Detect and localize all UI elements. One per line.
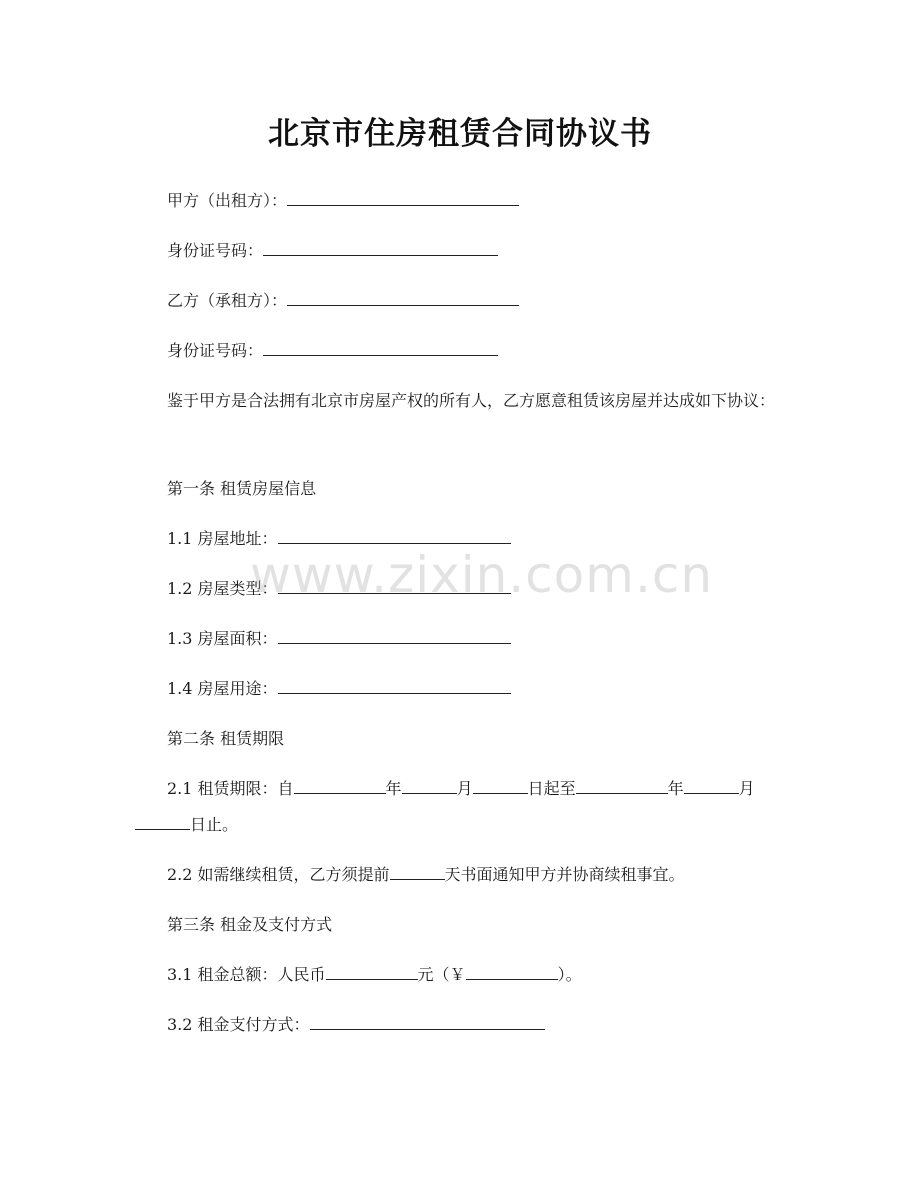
lease-term-prefix: 2.1 租赁期限：自 bbox=[167, 779, 294, 798]
start-month-label: 月 bbox=[456, 779, 473, 798]
renewal-prefix: 2.2 如需继续租赁，乙方须提前 bbox=[167, 865, 390, 884]
payment-method-label: 3.2 租金支付方式： bbox=[167, 1015, 310, 1034]
party-a-label: 甲方（出租方）： bbox=[167, 191, 288, 210]
article3-heading: 第三条 租金及支付方式 bbox=[167, 915, 333, 934]
watermark-text: www.zixin.com.cn bbox=[250, 546, 714, 604]
article3-item1-line bbox=[167, 964, 582, 986]
party-a-line bbox=[167, 190, 519, 212]
start-year-blank bbox=[294, 778, 386, 794]
party-b-id-blank bbox=[263, 340, 498, 356]
renewal-days-blank bbox=[390, 864, 445, 880]
end-month-blank bbox=[684, 778, 739, 794]
start-day-blank bbox=[473, 778, 528, 794]
house-address-blank bbox=[278, 528, 511, 544]
end-year-label: 年 bbox=[667, 779, 684, 798]
document-title: 北京市住房租赁合同协议书 bbox=[268, 116, 652, 152]
party-b-id-label: 身份证号码： bbox=[167, 341, 264, 360]
party-b-blank bbox=[287, 290, 519, 306]
article3-item2-line bbox=[167, 1014, 545, 1036]
party-a-id-line bbox=[167, 240, 498, 262]
article1-item4-line bbox=[167, 678, 511, 700]
rent-total-suffix: ）。 bbox=[557, 965, 582, 984]
party-b-id-line bbox=[167, 340, 498, 362]
article2-item1-line bbox=[167, 778, 755, 800]
party-a-id-label: 身份证号码： bbox=[167, 241, 264, 260]
house-type-label: 1.2 房屋类型： bbox=[167, 579, 278, 598]
party-b-label: 乙方（承租方）： bbox=[167, 291, 288, 310]
party-a-id-blank bbox=[263, 240, 498, 256]
end-year-blank bbox=[576, 778, 668, 794]
rent-number-blank bbox=[466, 964, 558, 980]
article1-heading: 第一条 租赁房屋信息 bbox=[167, 479, 317, 498]
end-month-label: 月 bbox=[738, 779, 755, 798]
article2-heading: 第二条 租赁期限 bbox=[167, 729, 285, 748]
house-area-label: 1.3 房屋面积： bbox=[167, 629, 278, 648]
start-day-label: 日起至 bbox=[527, 779, 576, 798]
rent-words-blank bbox=[326, 964, 418, 980]
article2-item1-line2 bbox=[135, 814, 238, 836]
party-b-line bbox=[167, 290, 519, 312]
article1-item1-line bbox=[167, 528, 511, 550]
party-a-blank bbox=[287, 190, 519, 206]
house-area-blank bbox=[278, 628, 511, 644]
end-day-blank bbox=[135, 814, 190, 830]
article1-item3-line bbox=[167, 628, 511, 650]
article1-item2-line bbox=[167, 578, 511, 600]
rent-total-mid: 元（￥ bbox=[417, 965, 466, 984]
house-address-label: 1.1 房屋地址： bbox=[167, 529, 278, 548]
start-year-label: 年 bbox=[385, 779, 402, 798]
house-use-label: 1.4 房屋用途： bbox=[167, 679, 278, 698]
article2-item2-line bbox=[167, 864, 685, 886]
rent-total-prefix: 3.1 租金总额：人民币 bbox=[167, 965, 326, 984]
preamble-paragraph: 鉴于甲方是合法拥有北京市房屋产权的所有人，乙方愿意租赁该房屋并达成如下协议： bbox=[167, 391, 776, 410]
end-day-label: 日止。 bbox=[190, 815, 239, 834]
house-use-blank bbox=[278, 678, 511, 694]
renewal-suffix: 天书面通知甲方并协商续租事宜。 bbox=[444, 865, 685, 884]
start-month-blank bbox=[402, 778, 457, 794]
house-type-blank bbox=[278, 578, 511, 594]
payment-method-blank bbox=[310, 1014, 545, 1030]
